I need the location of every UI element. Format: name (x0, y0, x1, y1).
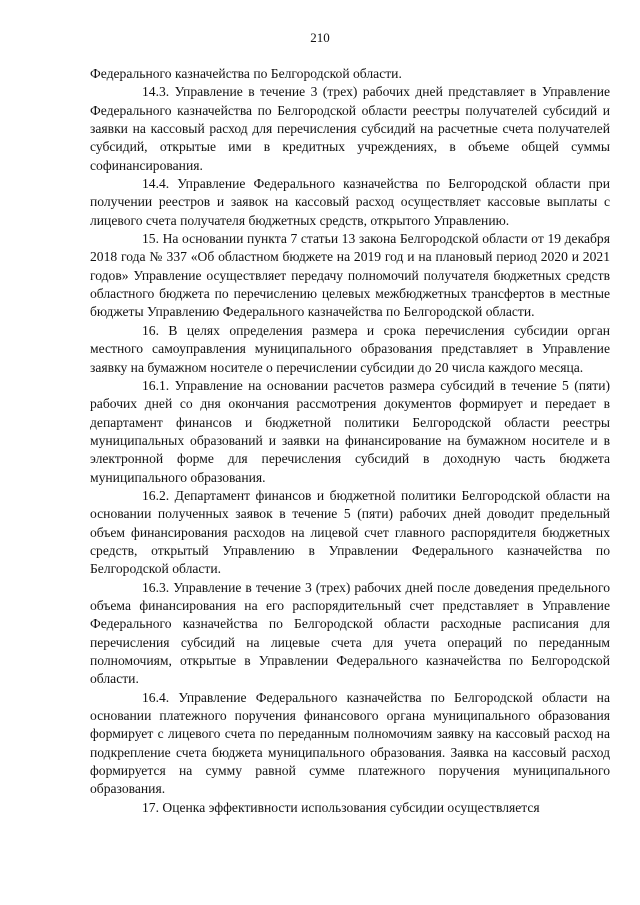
paragraph-14-4: 14.4. Управление Федерального казначейства по Белгородской области при получении реестров и заявок на кассовый расход осуществляет кассовые выплаты с лицевого счета получателя бюджетных средств, открытого Управлению. (90, 176, 610, 228)
paragraph-16-2: 16.2. Департамент финансов и бюджетной политики Белгородской области на основании полученных заявок в течение 5 (пяти) рабочих дней доводит предельный объем финансирования расходов на лицевой счет главного распорядителя бюджетных средств, открытый Управлению в Управлении Федерального казначейства по Белгородской области. (90, 487, 610, 577)
paragraph-16-4: 16.4. Управление Федерального казначейства по Белгородской области на основании платежного поручения финансового органа муниципального образования формирует с лицевого счета по переданным полномочиям заявку на кассовый расход на подкрепление счета бюджета муниципального образования. Заявка на кассовый расход формируется на сумму равной сумме платежного поручения муниципального образования. (90, 689, 610, 797)
page-number: 210 (310, 30, 330, 45)
paragraph-16-3: 16.3. Управление в течение 3 (трех) рабочих дней после доведения предельного объема финансирования на его распорядительный счет представляет в Управление Федерального казначейства по Белгородской области расходные расписания для перечисления субсидий на лицевые счета для учета операций по переданным полномочиям, открытые в Управлении Федерального казначейства по Белгородской области. (90, 579, 610, 687)
document-body (90, 65, 610, 817)
paragraph-continuation: Федерального казначейства по Белгородской области. (90, 66, 402, 81)
paragraph-14-3: 14.3. Управление в течение 3 (трех) рабочих дней представляет в Управление Федерального казначейства по Белгородской области реестры получателей субсидий и заявки на кассовый расход для перечисления субсидий на расчетные счета получателей субсидий, открытые ими в кредитных учреждениях, в объеме общей суммы софинансирования. (90, 84, 610, 173)
paragraph-16: 16. В целях определения размера и срока перечисления субсидии орган местного самоуправления муниципального образования представляет в Управление заявку на бумажном носителе о перечислении субсидии до 20 числа каждого месяца. (90, 322, 610, 375)
paragraph-15: 15. На основании пункта 7 статьи 13 закона Белгородской области от 19 декабря 2018 года № 337 «Об областном бюджете на 2019 год и на плановый период 2020 и 2021 годов» Управление осуществляет передачу полномочий получателя бюджетных средств областного бюджета по перечислению целевых межбюджетных трансфертов в местные бюджеты Управлению Федерального казначейства по Белгородской области. (90, 231, 610, 320)
paragraph-16-1: 16.1. Управление на основании расчетов размера субсидий в течение 5 (пяти) рабочих дней со дня окончания рассмотрения документов формирует и передает в департамент финансов и бюджетной политики Белгородской области реестры муниципальных образований и заявки на финансирование на бумажном носителе и в электронной форме для перечисления субсидий в доходную часть бюджета муниципального образования. (90, 377, 610, 485)
paragraph-17: 17. Оценка эффективности использования субсидии осуществляется (142, 799, 540, 815)
